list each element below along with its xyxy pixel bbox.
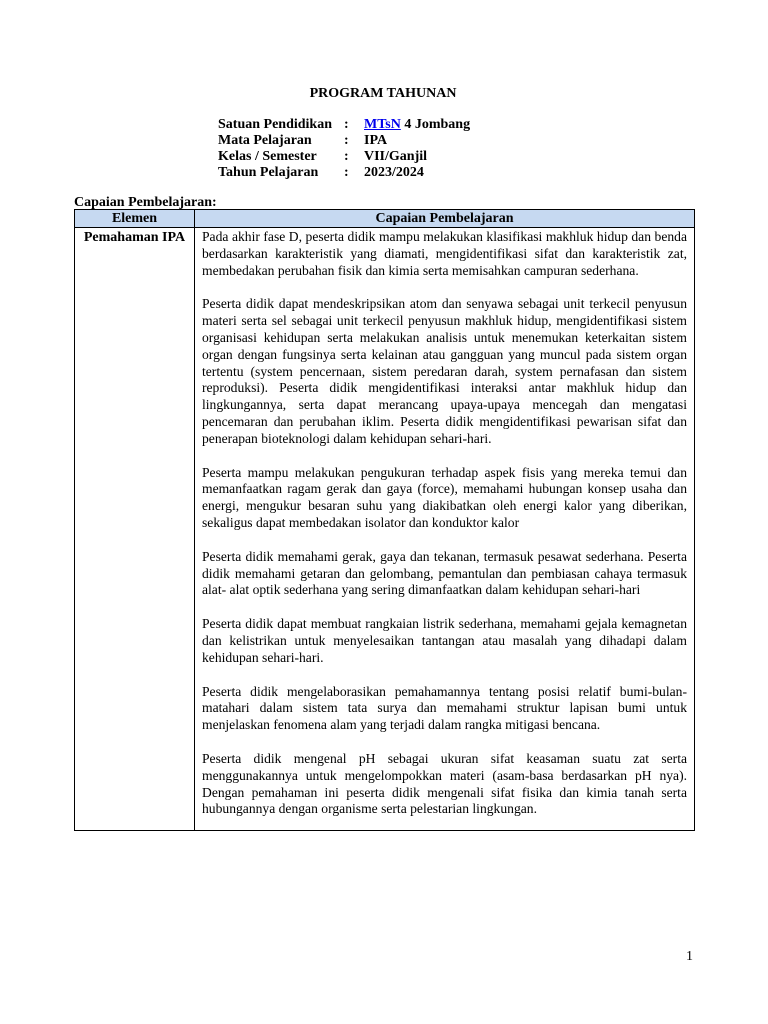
- paragraph: Peserta didik mengenal pH sebagai ukuran sifat keasaman suatu zat serta menggunakannya untuk mengelompokkan materi (asam-basa berdasarkan pH nya). Dengan pemahaman ini peserta didik mengenali sifat fisika dan kimia tanah serta hubungannya dengan organisme serta pelestarian lingkungan.: [202, 750, 687, 817]
- meta-value: VII/Ganjil: [364, 149, 428, 164]
- meta-colon: :: [344, 165, 349, 180]
- document-meta: [218, 117, 470, 181]
- capaian-cell: [195, 228, 695, 831]
- meta-value-rest: 4 Jombang: [400, 117, 471, 132]
- column-header-elemen: Elemen: [75, 210, 195, 228]
- document-title: PROGRAM TAHUNAN: [309, 86, 457, 101]
- meta-row-kelas-semester: [218, 149, 470, 165]
- paragraph: Peserta didik mengelaborasikan pemahamannya tentang posisi relatif bumi-bulan-matahari dalam sistem tata surya dan memahami struktur lapisan bumi untuk menjelaskan fenomena alam yang terjadi dalam rangka mitigasi bencana.: [202, 683, 687, 733]
- school-link[interactable]: MTsN: [364, 117, 401, 132]
- capaian-table: [74, 209, 695, 831]
- meta-colon: :: [344, 149, 349, 164]
- column-header-capaian: Capaian Pembelajaran: [195, 210, 695, 228]
- paragraph: Peserta didik memahami gerak, gaya dan tekanan, termasuk pesawat sederhana. Peserta didik memahami getaran dan gelombang, pemantulan dan pembiasan cahaya termasuk alat- alat optik sederhana yang sering dimanfaatkan dalam kehidupan sehari-hari: [202, 548, 687, 598]
- paragraph: Pada akhir fase D, peserta didik mampu melakukan klasifikasi makhluk hidup dan benda berdasarkan karakteristik yang diamati, mengidentifikasi sifat dan karakteristik zat, membedakan perubahan fisik dan kimia serta memisahkan campuran sederhana.: [202, 229, 687, 278]
- section-heading: Capaian Pembelajaran:: [74, 195, 217, 210]
- meta-value: [364, 117, 470, 133]
- elemen-cell: Pemahaman IPA: [75, 228, 195, 831]
- meta-label: Satuan Pendidikan: [218, 117, 332, 132]
- paragraph: Peserta mampu melakukan pengukuran terhadap aspek fisis yang mereka temui dan memanfaatkan ragam gerak dan gaya (force), memahami hubungan konsep usaha dan energi, mengukur besaran suhu yang diakibatkan oleh energi kalor yang diberikan, sekaligus dapat membedakan isolator dan konduktor kalor: [202, 464, 687, 530]
- meta-label: Tahun Pelajaran: [218, 165, 319, 180]
- meta-row-tahun-pelajaran: [218, 165, 470, 181]
- table-row: [75, 228, 695, 831]
- meta-row-mata-pelajaran: [218, 133, 470, 149]
- meta-label: Kelas / Semester: [218, 149, 317, 164]
- meta-value: 2023/2024: [364, 165, 424, 180]
- meta-colon: :: [344, 117, 349, 132]
- paragraph: Peserta didik dapat mendeskripsikan atom dan senyawa sebagai unit terkecil penyusun materi serta sel sebagai unit terkecil penyusun makhluk hidup, mengidentifikasi sistem organisasi kehidupan serta melakukan analisis untuk menemukan keterkaitan sistem organ dengan fungsinya serta kelainan atau gangguan yang muncul pada sistem organ tertentu (system pencernaan, sistem peredaran darah, system pernafasan dan sistem reproduksi). Peserta didik mengidentifikasi interaksi antar makhluk hidup dan lingkungannya, serta dapat merancang upaya-upaya mencegah dan mengatasi pencemaran dan perubahan iklim. Peserta didik mengidentifikasi pewarisan sifat dan penerapan bioteknologi dalam kehidupan sehari-hari.: [202, 296, 687, 446]
- meta-colon: :: [344, 133, 349, 148]
- paragraph: Peserta didik dapat membuat rangkaian listrik sederhana, memahami gejala kemagnetan dan kelistrikan untuk menyelesaikan tantangan atau masalah yang dihadapi dalam kehidupan sehari-hari.: [202, 616, 687, 665]
- meta-row-satuan-pendidikan: [218, 117, 470, 133]
- meta-label: Mata Pelajaran: [218, 133, 312, 148]
- table-header-row: [75, 210, 695, 228]
- page-number: 1: [686, 949, 693, 964]
- meta-value: IPA: [364, 133, 388, 148]
